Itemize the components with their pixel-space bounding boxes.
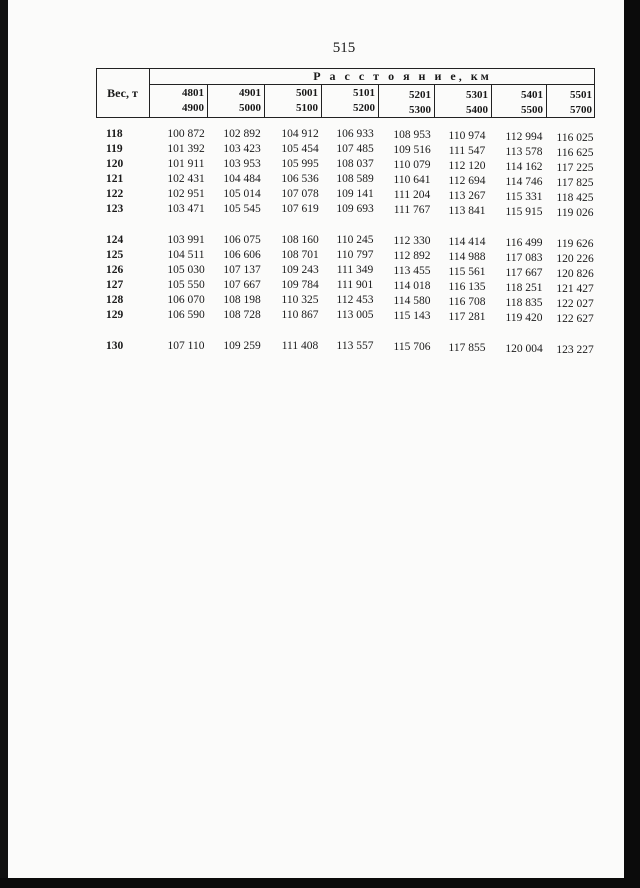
weight-cell: 121 xyxy=(106,173,124,185)
value-cell: 110 079 xyxy=(393,159,431,171)
page-number: 515 xyxy=(332,40,356,56)
distance-from: 4801 xyxy=(182,87,204,99)
value-cell: 107 485 xyxy=(336,143,374,155)
value-cell: 119 420 xyxy=(505,312,543,324)
value-cell: 111 767 xyxy=(393,204,431,216)
table-row xyxy=(8,340,624,354)
distance-column-header xyxy=(435,85,492,118)
distance-column-header xyxy=(547,85,595,118)
distance-to: 4900 xyxy=(182,102,204,114)
value-cell: 103 991 xyxy=(167,234,205,246)
value-cell: 110 867 xyxy=(281,309,319,321)
weight-column-header: Вес, т xyxy=(96,68,150,118)
distance-from: 5501 xyxy=(570,89,592,101)
value-cell: 114 580 xyxy=(393,295,431,307)
value-cell: 113 267 xyxy=(448,190,486,202)
value-cell: 107 667 xyxy=(223,279,261,291)
value-cell: 114 018 xyxy=(393,280,431,292)
value-cell: 101 392 xyxy=(167,143,205,155)
scan-border-bottom xyxy=(0,878,640,888)
value-cell: 117 225 xyxy=(556,162,594,174)
value-cell: 111 547 xyxy=(448,145,486,157)
distance-to: 5500 xyxy=(521,104,543,116)
value-cell: 107 619 xyxy=(281,203,319,215)
distance-column-header xyxy=(379,85,435,118)
value-cell: 109 784 xyxy=(281,279,319,291)
value-cell: 103 471 xyxy=(167,203,205,215)
value-cell: 109 693 xyxy=(336,203,374,215)
value-cell: 119 626 xyxy=(556,238,594,250)
weight-cell: 127 xyxy=(106,279,124,291)
value-cell: 122 027 xyxy=(556,298,594,310)
distance-column-header xyxy=(492,85,547,118)
table-row xyxy=(8,128,624,142)
distance-from: 5401 xyxy=(521,89,543,101)
value-cell: 106 536 xyxy=(281,173,319,185)
distance-to: 5100 xyxy=(296,102,318,114)
value-cell: 106 606 xyxy=(223,249,261,261)
weight-cell: 130 xyxy=(106,340,124,352)
value-cell: 106 070 xyxy=(167,294,205,306)
value-cell: 103 953 xyxy=(223,158,261,170)
table-row xyxy=(8,188,624,202)
weight-cell: 123 xyxy=(106,203,124,215)
value-cell: 120 004 xyxy=(505,343,543,355)
value-cell: 113 005 xyxy=(336,309,374,321)
value-cell: 112 994 xyxy=(505,131,543,143)
value-cell: 115 143 xyxy=(393,310,431,322)
value-cell: 106 075 xyxy=(223,234,261,246)
value-cell: 108 160 xyxy=(281,234,319,246)
value-cell: 105 995 xyxy=(281,158,319,170)
weight-cell: 128 xyxy=(106,294,124,306)
distance-from: 5201 xyxy=(409,89,431,101)
value-cell: 123 227 xyxy=(556,344,594,356)
value-cell: 110 325 xyxy=(281,294,319,306)
weight-cell: 124 xyxy=(106,234,124,246)
value-cell: 116 135 xyxy=(448,281,486,293)
value-cell: 117 083 xyxy=(505,252,543,264)
distance-column-header xyxy=(265,85,322,118)
table-row xyxy=(8,264,624,278)
value-cell: 109 141 xyxy=(336,188,374,200)
value-cell: 117 667 xyxy=(505,267,543,279)
value-cell: 108 589 xyxy=(336,173,374,185)
distance-column-header xyxy=(208,85,265,118)
value-cell: 114 746 xyxy=(505,176,543,188)
value-cell: 102 431 xyxy=(167,173,205,185)
value-cell: 105 454 xyxy=(281,143,319,155)
table-row xyxy=(8,249,624,263)
value-cell: 109 243 xyxy=(281,264,319,276)
value-cell: 121 427 xyxy=(556,283,594,295)
value-cell: 108 953 xyxy=(393,129,431,141)
value-cell: 111 408 xyxy=(281,340,319,352)
value-cell: 110 974 xyxy=(448,130,486,142)
value-cell: 108 198 xyxy=(223,294,261,306)
distance-header: Р а с с т о я н и е, км xyxy=(150,68,595,85)
table-row xyxy=(8,158,624,172)
value-cell: 117 825 xyxy=(556,177,594,189)
value-cell: 112 892 xyxy=(393,250,431,262)
value-cell: 118 425 xyxy=(556,192,594,204)
value-cell: 112 120 xyxy=(448,160,486,172)
distance-from: 4901 xyxy=(239,87,261,99)
table-row xyxy=(8,234,624,248)
value-cell: 107 137 xyxy=(223,264,261,276)
value-cell: 105 550 xyxy=(167,279,205,291)
value-cell: 120 826 xyxy=(556,268,594,280)
value-cell: 111 204 xyxy=(393,189,431,201)
distance-from: 5101 xyxy=(353,87,375,99)
value-cell: 106 933 xyxy=(336,128,374,140)
value-cell: 104 484 xyxy=(223,173,261,185)
value-cell: 116 625 xyxy=(556,147,594,159)
value-cell: 113 578 xyxy=(505,146,543,158)
table-row xyxy=(8,173,624,187)
distance-from: 5301 xyxy=(466,89,488,101)
distance-to: 5200 xyxy=(353,102,375,114)
value-cell: 104 511 xyxy=(167,249,205,261)
distance-to: 5700 xyxy=(570,104,592,116)
value-cell: 115 915 xyxy=(505,206,543,218)
value-cell: 116 708 xyxy=(448,296,486,308)
weight-cell: 125 xyxy=(106,249,124,261)
weight-cell: 119 xyxy=(106,143,123,155)
value-cell: 117 281 xyxy=(448,311,486,323)
value-cell: 112 330 xyxy=(393,235,431,247)
weight-cell: 126 xyxy=(106,264,124,276)
value-cell: 118 835 xyxy=(505,297,543,309)
value-cell: 113 841 xyxy=(448,205,486,217)
value-cell: 117 855 xyxy=(448,342,486,354)
value-cell: 114 988 xyxy=(448,251,486,263)
distance-column-header xyxy=(150,85,208,118)
table-row xyxy=(8,279,624,293)
document-page xyxy=(8,0,624,878)
value-cell: 108 701 xyxy=(281,249,319,261)
weight-cell: 118 xyxy=(106,128,123,140)
value-cell: 108 037 xyxy=(336,158,374,170)
value-cell: 107 078 xyxy=(281,188,319,200)
value-cell: 102 951 xyxy=(167,188,205,200)
table-row xyxy=(8,143,624,157)
table-row xyxy=(8,309,624,323)
value-cell: 105 014 xyxy=(223,188,261,200)
value-cell: 112 694 xyxy=(448,175,486,187)
distance-column-header xyxy=(322,85,379,118)
value-cell: 111 349 xyxy=(336,264,374,276)
value-cell: 105 030 xyxy=(167,264,205,276)
table-row xyxy=(8,294,624,308)
value-cell: 110 245 xyxy=(336,234,374,246)
value-cell: 114 414 xyxy=(448,236,486,248)
value-cell: 115 331 xyxy=(505,191,543,203)
distance-to: 5300 xyxy=(409,104,431,116)
value-cell: 111 901 xyxy=(336,279,374,291)
value-cell: 110 797 xyxy=(336,249,374,261)
value-cell: 113 557 xyxy=(336,340,374,352)
value-cell: 118 251 xyxy=(505,282,543,294)
value-cell: 103 423 xyxy=(223,143,261,155)
weight-cell: 122 xyxy=(106,188,124,200)
distance-to: 5000 xyxy=(239,102,261,114)
value-cell: 109 516 xyxy=(393,144,431,156)
value-cell: 113 455 xyxy=(393,265,431,277)
value-cell: 100 872 xyxy=(167,128,205,140)
value-cell: 105 545 xyxy=(223,203,261,215)
distance-to: 5400 xyxy=(466,104,488,116)
value-cell: 116 025 xyxy=(556,132,594,144)
value-cell: 114 162 xyxy=(505,161,543,173)
value-cell: 104 912 xyxy=(281,128,319,140)
value-cell: 115 561 xyxy=(448,266,486,278)
value-cell: 108 728 xyxy=(223,309,261,321)
table-row xyxy=(8,203,624,217)
value-cell: 120 226 xyxy=(556,253,594,265)
weight-cell: 120 xyxy=(106,158,124,170)
scan-border-right xyxy=(624,0,640,888)
value-cell: 110 641 xyxy=(393,174,431,186)
value-cell: 112 453 xyxy=(336,294,374,306)
value-cell: 101 911 xyxy=(167,158,205,170)
weight-cell: 129 xyxy=(106,309,124,321)
distance-from: 5001 xyxy=(296,87,318,99)
value-cell: 102 892 xyxy=(223,128,261,140)
value-cell: 106 590 xyxy=(167,309,205,321)
value-cell: 107 110 xyxy=(167,340,205,352)
value-cell: 119 026 xyxy=(556,207,594,219)
value-cell: 116 499 xyxy=(505,237,543,249)
value-cell: 122 627 xyxy=(556,313,594,325)
value-cell: 115 706 xyxy=(393,341,431,353)
value-cell: 109 259 xyxy=(223,340,261,352)
